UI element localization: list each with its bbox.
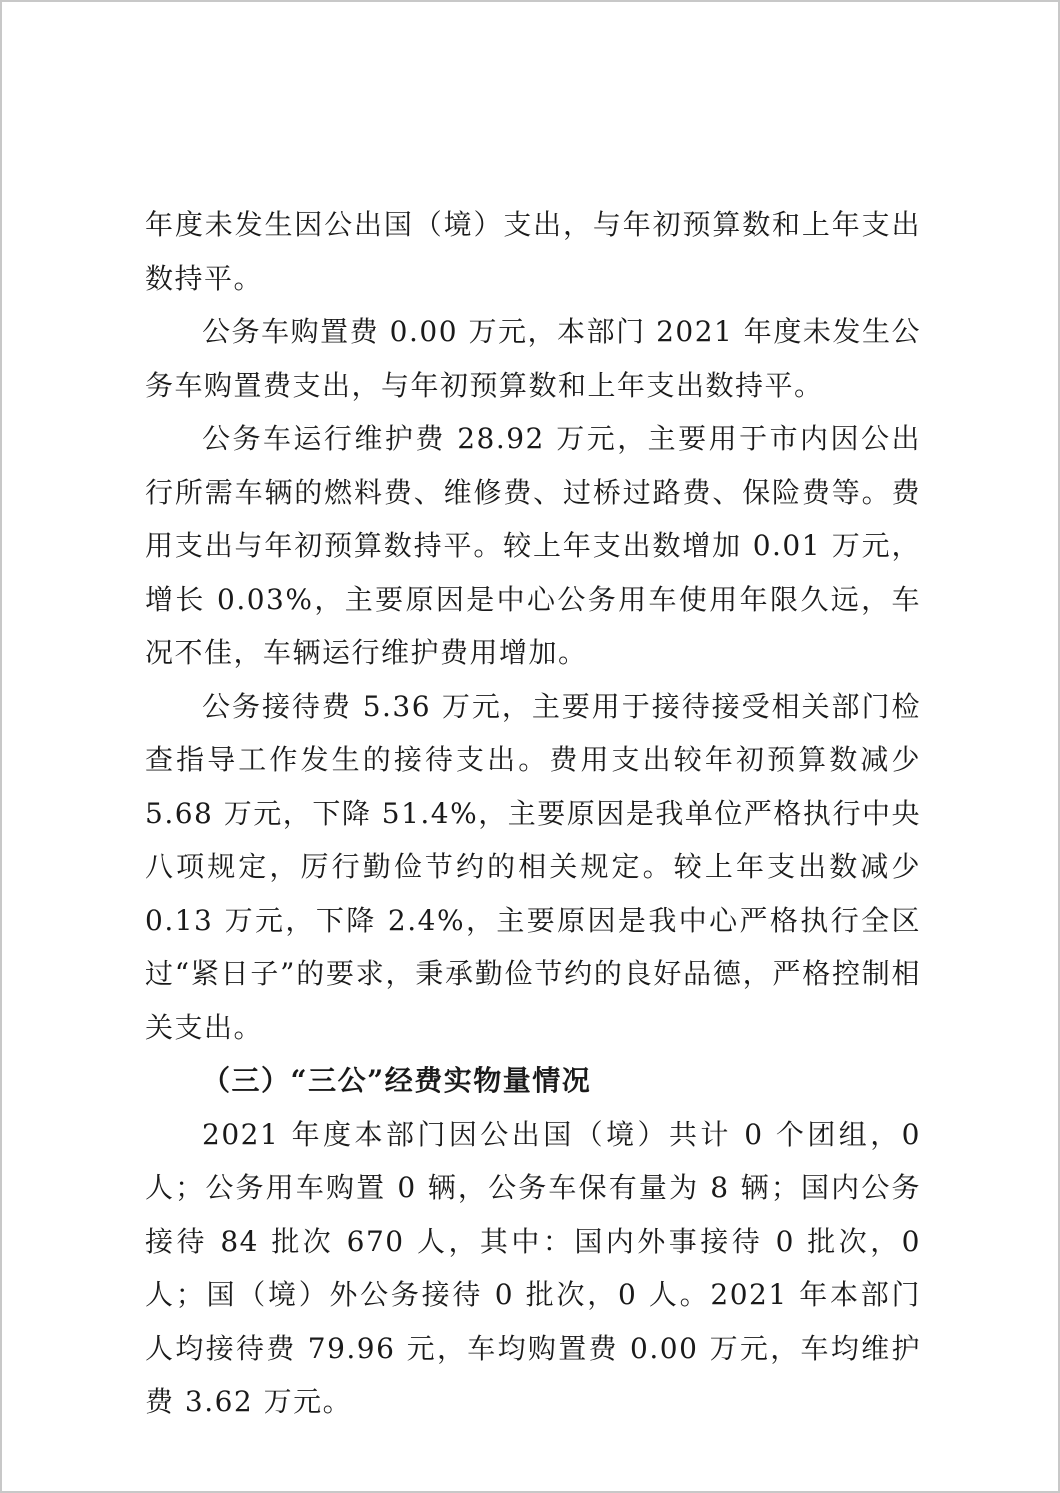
paragraph-continuation: 年度未发生因公出国（境）支出，与年初预算数和上年支出数持平。 [145,208,921,295]
paragraph-physical-quantities: 2021 年度本部门因公出国（境）共计 0 个团组，0 人；公务用车购置 0 辆，公务车保有量为 8 辆；国内公务接待 84 批次 670 人，其中：国内外事接待 0 批次，0 人；国（境）外公务接待 0 批次，0 人。2021 年本部门人均接待费 79.96 元，车均购置费 0.00 万元，车均维护费 3.62 万元。 [145,1117,921,1418]
paragraph-reception-expense: 公务接待费 5.36 万元，主要用于接待接受相关部门检查指导工作发生的接待支出。费用支出较年初预算数减少 5.68 万元，下降 51.4%，主要原因是我单位严格执行中央八项规定，厉行勤俭节约的相关规定。较上年支出数减少 0.13 万元，下降 2.4%，主要原因是我中心严格执行全区过“紧日子”的要求，秉承勤俭节约的良好品德，严格控制相关支出。 [145,689,921,1044]
paragraph-vehicle-purchase: 公务车购置费 0.00 万元，本部门 2021 年度未发生公务车购置费支出，与年初预算数和上年支出数持平。 [145,315,921,402]
paragraph-vehicle-maintenance: 公务车运行维护费 28.92 万元，主要用于市内因公出行所需车辆的燃料费、维修费、过桥过路费、保险费等。费用支出与年初预算数持平。较上年支出数增加 0.01 万元，增长 0.03%，主要原因是中心公务用车使用年限久远，车况不佳，车辆运行维护费用增加。 [145,422,921,669]
section-heading: （三）“三公”经费实物量情况 [202,1064,592,1097]
document-body [145,198,921,1429]
